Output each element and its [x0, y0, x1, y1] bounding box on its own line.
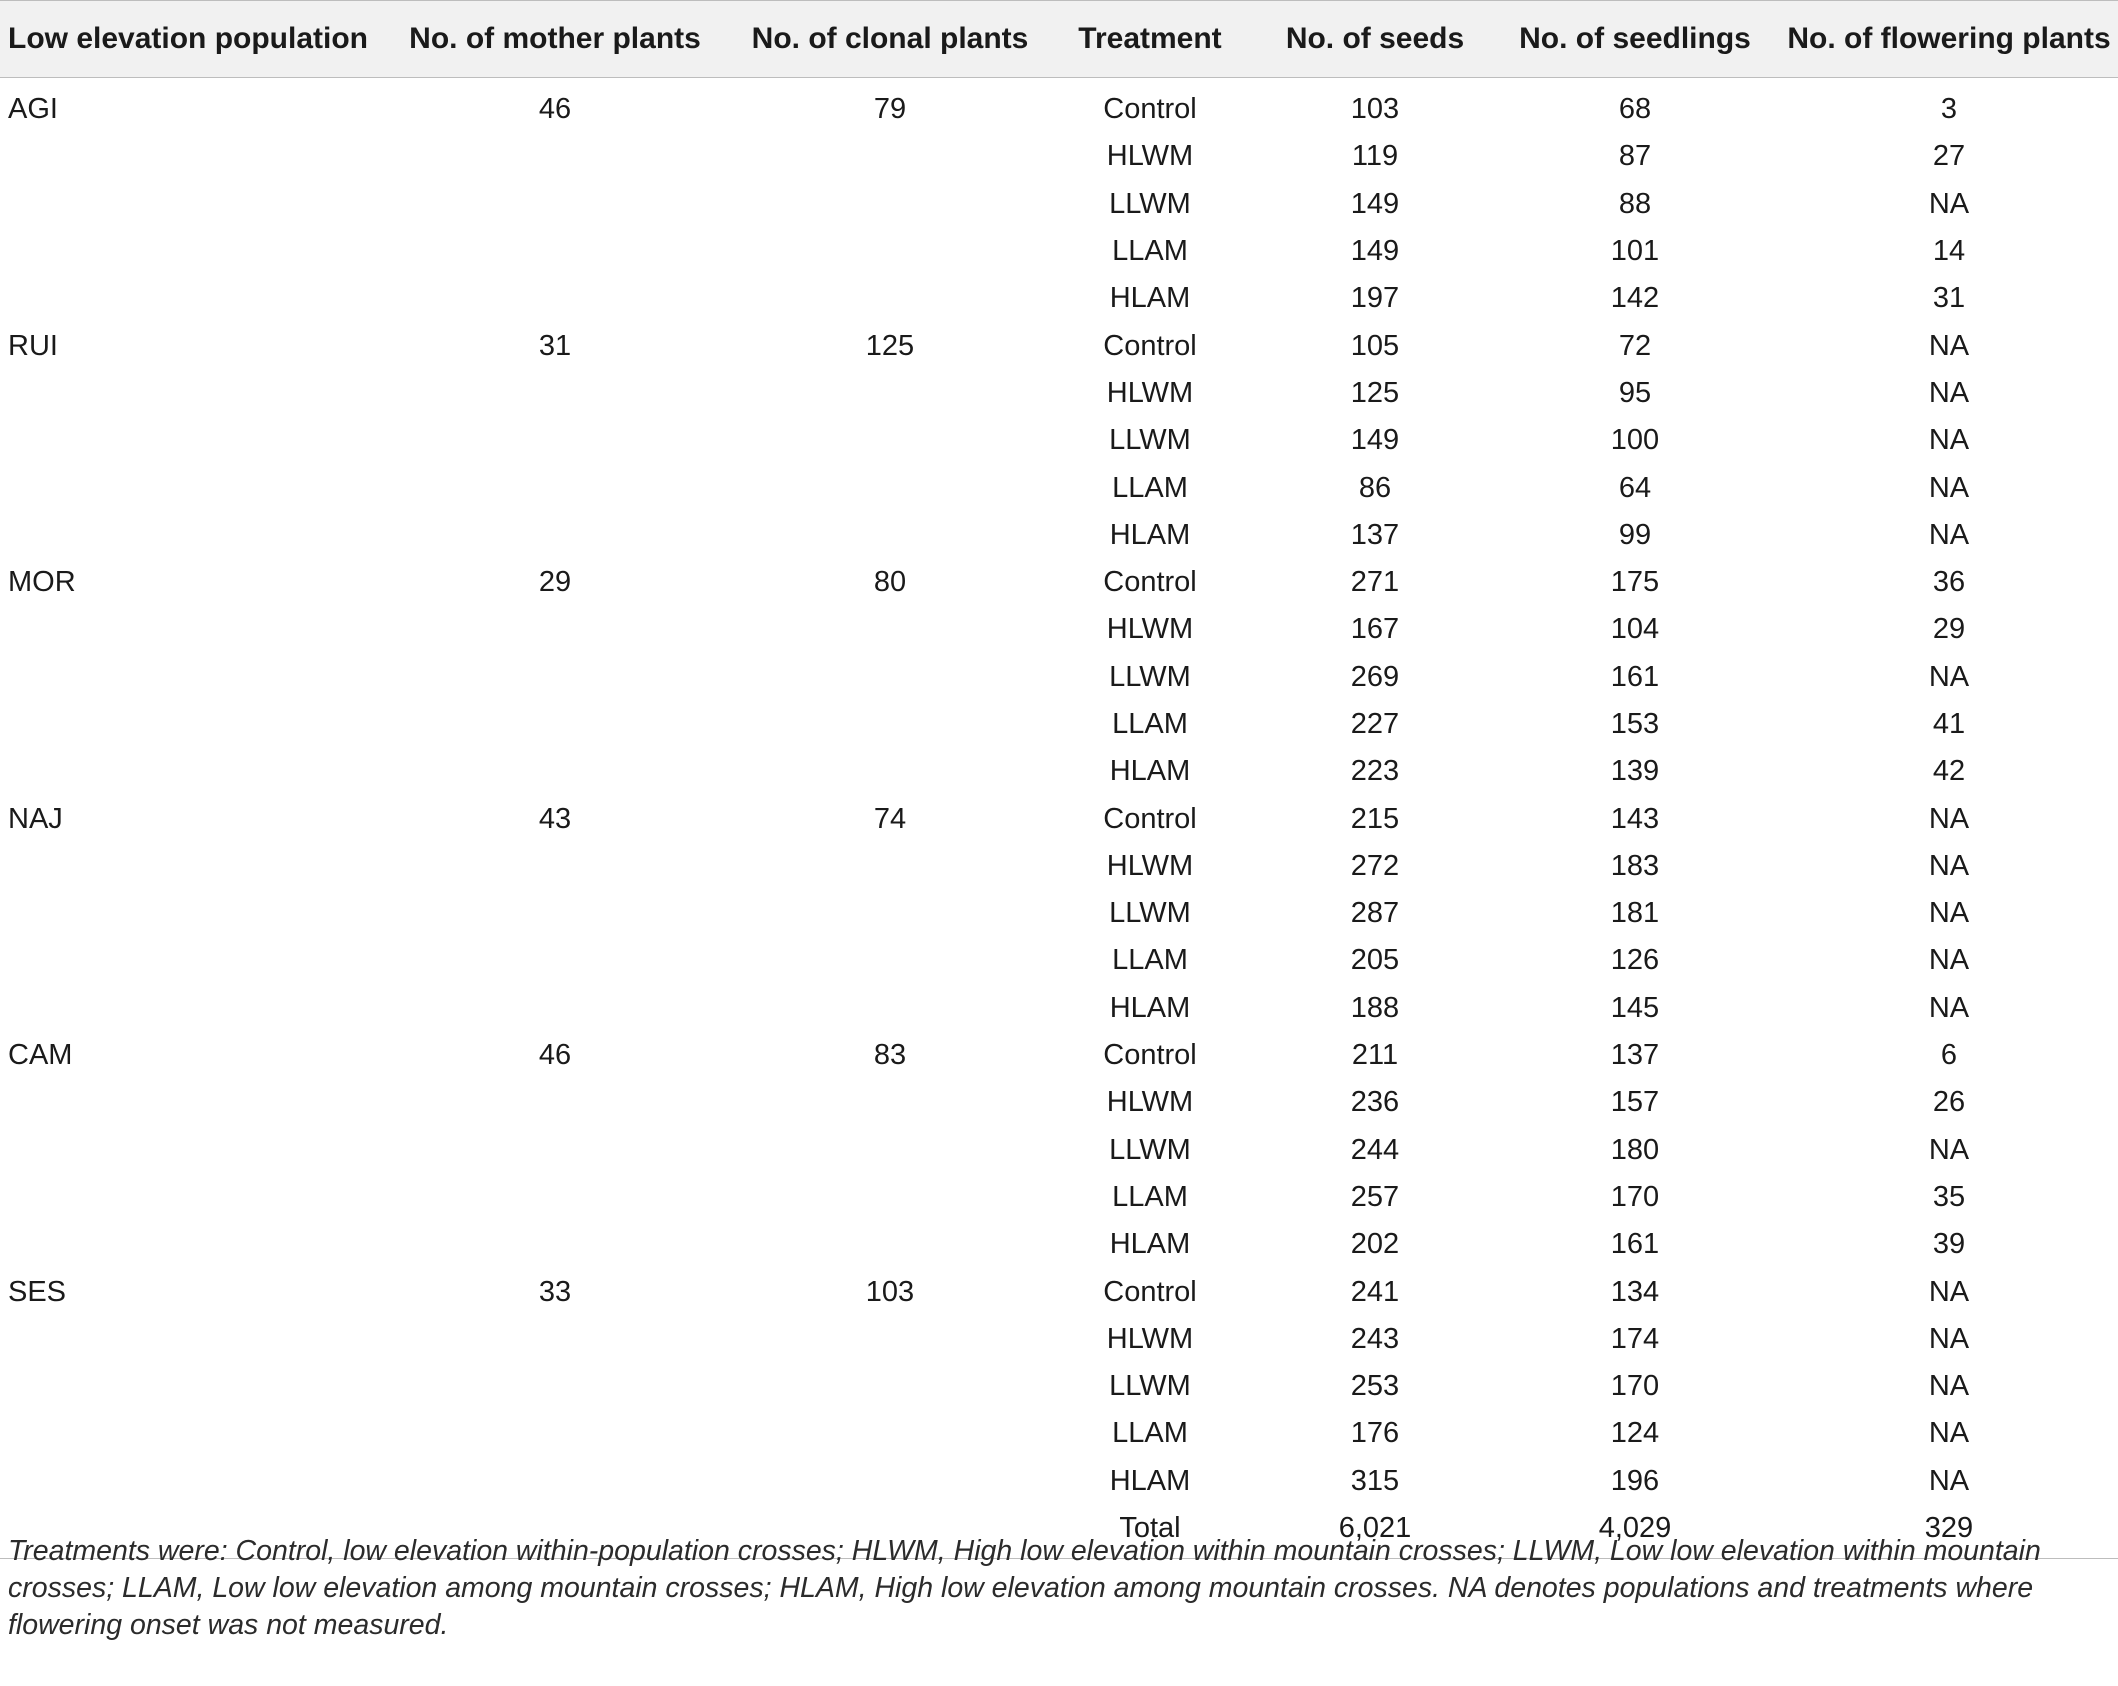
cell-treatment: LLAM [1112, 471, 1188, 504]
cell-flowering-plants: 6 [1940, 1039, 1958, 1072]
cell-mother-plants [370, 1174, 740, 1221]
cell-flowering-plants: 329 [1780, 1505, 2118, 1559]
cell-clonal-plants [740, 512, 1040, 559]
cell-clonal-plants [740, 748, 1040, 795]
cell-mother-plants [370, 937, 740, 984]
cell-flowering-plants: NA [1928, 802, 1970, 835]
cell-seeds: 257 [1350, 1180, 1400, 1213]
cell-flowering-plants: NA [1928, 1370, 1970, 1403]
cell-seeds: 223 [1350, 755, 1400, 788]
cell-seeds: 215 [1350, 802, 1400, 835]
cell-mother-plants [370, 133, 740, 180]
cell-population [0, 1410, 370, 1457]
cell-treatment: HLAM [1109, 755, 1191, 788]
cell-seeds: 6,021 [1260, 1505, 1490, 1559]
cell-seedlings: 180 [1610, 1133, 1660, 1166]
cell-seeds: 202 [1350, 1228, 1400, 1261]
cell-flowering-plants: NA [1928, 944, 1970, 977]
cell-mother-plants [370, 417, 740, 464]
cell-seedlings: 68 [1618, 93, 1652, 126]
cell-population [0, 1174, 370, 1221]
cell-seedlings: 134 [1610, 1275, 1660, 1308]
cell-mother-plants [370, 181, 740, 228]
cell-seedlings: 139 [1610, 755, 1660, 788]
cell-seeds: 287 [1350, 897, 1400, 930]
cell-clonal-plants [740, 370, 1040, 417]
cell-treatment: LLWM [1109, 897, 1191, 930]
cell-seedlings: 153 [1610, 708, 1660, 740]
table-row [0, 606, 2118, 653]
cell-mother-plants [370, 1221, 740, 1268]
table-body [0, 78, 2118, 1559]
cell-seeds: 315 [1350, 1464, 1400, 1497]
cell-seeds: 167 [1350, 613, 1400, 646]
cell-mother-plants [370, 1127, 740, 1174]
cell-population [0, 937, 370, 984]
cell-clonal-plants: 74 [873, 802, 907, 835]
cell-seedlings: 99 [1618, 518, 1652, 551]
cell-population: SES [8, 1275, 67, 1308]
cell-mother-plants [370, 701, 740, 748]
cell-treatment: LLAM [1112, 1417, 1188, 1450]
cell-treatment: HLWM [1106, 849, 1194, 882]
table-row [0, 1458, 2118, 1505]
cell-population [0, 748, 370, 795]
cell-clonal-plants [740, 701, 1040, 748]
cell-seedlings: 196 [1610, 1464, 1660, 1497]
cell-clonal-plants [740, 181, 1040, 228]
cell-seeds: 149 [1350, 424, 1400, 457]
cell-seedlings: 124 [1610, 1417, 1660, 1450]
header-flowering-plants: No. of flowering plants [1780, 1, 2118, 78]
cell-population [0, 464, 370, 511]
header-population: Low elevation population [0, 1, 370, 78]
cell-clonal-plants: 79 [873, 93, 907, 126]
cell-treatment: Control [1103, 329, 1197, 362]
cell-population [0, 606, 370, 653]
cell-seeds: 125 [1350, 376, 1400, 409]
cell-seedlings: 161 [1610, 660, 1660, 693]
cell-treatment: LLAM [1112, 1180, 1188, 1213]
cell-seedlings: 142 [1610, 282, 1660, 315]
cell-flowering-plants: 14 [1932, 235, 1966, 268]
table-row [0, 1410, 2118, 1457]
cell-mother-plants [370, 890, 740, 937]
cell-mother-plants [370, 1316, 740, 1363]
cell-population [0, 370, 370, 417]
table-row [0, 1316, 2118, 1363]
cell-seedlings: 104 [1610, 613, 1660, 646]
cell-seeds: 241 [1350, 1275, 1400, 1308]
cell-clonal-plants: 83 [873, 1039, 907, 1072]
cell-population [0, 181, 370, 228]
cell-population [0, 133, 370, 180]
cell-population [0, 275, 370, 322]
cell-flowering-plants: 42 [1932, 755, 1966, 788]
cell-population: RUI [8, 329, 58, 362]
table-row [0, 1079, 2118, 1126]
table-row [0, 1174, 2118, 1221]
cell-mother-plants: 46 [538, 93, 572, 126]
cell-seedlings: 4,029 [1490, 1505, 1780, 1559]
cell-population [0, 1127, 370, 1174]
cell-seeds: 272 [1350, 849, 1400, 882]
table-row [0, 275, 2118, 322]
cell-clonal-plants: 103 [865, 1275, 915, 1308]
cell-treatment: HLWM [1106, 1086, 1194, 1119]
cell-clonal-plants [740, 1174, 1040, 1221]
table-row [0, 133, 2118, 180]
header-mother-plants: No. of mother plants [370, 1, 740, 78]
table-row [0, 1363, 2118, 1410]
cell-seedlings: 72 [1618, 329, 1652, 362]
cell-flowering-plants: NA [1928, 1464, 1970, 1497]
table-row [0, 512, 2118, 559]
cell-treatment: HLAM [1109, 1228, 1191, 1261]
cell-mother-plants: 33 [538, 1275, 572, 1308]
cell-seeds: 119 [1351, 140, 1399, 173]
cell-clonal-plants [740, 417, 1040, 464]
cell-seedlings: 170 [1610, 1370, 1660, 1403]
cell-clonal-plants [740, 606, 1040, 653]
cell-seedlings: 100 [1610, 424, 1660, 457]
cell-flowering-plants: NA [1928, 897, 1970, 930]
cell-mother-plants [370, 748, 740, 795]
cell-seeds: 188 [1350, 991, 1400, 1024]
cell-treatment: HLWM [1106, 376, 1194, 409]
cell-flowering-plants: NA [1928, 1275, 1970, 1308]
cell-mother-plants: 29 [538, 566, 572, 599]
cell-clonal-plants [740, 1127, 1040, 1174]
cell-seeds: 176 [1350, 1417, 1400, 1450]
header-seeds: No. of seeds [1260, 1, 1490, 78]
table-row [0, 1127, 2118, 1174]
cell-seedlings: 87 [1618, 140, 1652, 173]
cell-flowering-plants: 3 [1940, 93, 1958, 126]
cell-treatment: LLWM [1109, 187, 1191, 220]
cell-treatment: HLAM [1109, 1464, 1191, 1497]
cell-population [0, 701, 370, 748]
cell-flowering-plants: NA [1928, 471, 1970, 504]
cell-clonal-plants [740, 1458, 1040, 1505]
table-header [0, 1, 2118, 78]
table-row [0, 937, 2118, 984]
cell-seeds: 227 [1350, 708, 1400, 740]
cell-seeds: 103 [1350, 93, 1400, 126]
cell-mother-plants [370, 1410, 740, 1457]
cell-treatment: HLWM [1106, 140, 1194, 173]
header-row [0, 1, 2118, 78]
cell-seeds: 244 [1350, 1133, 1400, 1166]
table-row [0, 1032, 2118, 1079]
cell-flowering-plants: NA [1928, 187, 1970, 220]
cell-flowering-plants: 31 [1932, 282, 1966, 315]
cell-flowering-plants: 27 [1932, 140, 1966, 173]
cell-seeds: 205 [1350, 944, 1400, 977]
cell-treatment: HLAM [1109, 518, 1191, 551]
cell-seedlings: 161 [1610, 1228, 1660, 1261]
cell-clonal-plants [740, 985, 1040, 1032]
cell-seedlings: 88 [1618, 187, 1652, 220]
table-row [0, 748, 2118, 795]
cell-clonal-plants: 80 [873, 566, 907, 599]
cell-flowering-plants: NA [1928, 660, 1970, 693]
cell-flowering-plants: 26 [1932, 1086, 1966, 1119]
cell-seeds: 269 [1350, 660, 1400, 693]
cell-mother-plants [370, 654, 740, 701]
header-seedlings: No. of seedlings [1490, 1, 1780, 78]
cell-seeds: 137 [1350, 518, 1400, 551]
cell-treatment: HLWM [1106, 613, 1194, 646]
cell-population [0, 1079, 370, 1126]
cell-seeds: 243 [1350, 1322, 1400, 1355]
cell-treatment: HLAM [1109, 991, 1191, 1024]
cell-treatment: LLAM [1112, 944, 1188, 977]
cell-treatment: LLWM [1109, 1370, 1191, 1403]
cell-clonal-plants [740, 843, 1040, 890]
cell-flowering-plants: 36 [1932, 566, 1966, 599]
cell-treatment: LLAM [1112, 708, 1188, 740]
cell-treatment: Control [1103, 1275, 1197, 1308]
cell-seedlings: 157 [1610, 1086, 1660, 1119]
cell-population [0, 1316, 370, 1363]
cell-clonal-plants [740, 890, 1040, 937]
table-row [0, 228, 2118, 275]
cell-flowering-plants: NA [1928, 1417, 1970, 1450]
cell-mother-plants: 31 [538, 329, 572, 362]
cell-seedlings: 143 [1610, 802, 1660, 835]
cell-seeds: 149 [1350, 235, 1400, 268]
cell-flowering-plants: 41 [1932, 708, 1966, 740]
cell-seedlings: 64 [1618, 471, 1652, 504]
cell-flowering-plants: NA [1928, 518, 1970, 551]
cell-clonal-plants: 125 [865, 329, 915, 362]
cell-mother-plants [370, 512, 740, 559]
cell-clonal-plants [740, 228, 1040, 275]
cell-population [0, 1458, 370, 1505]
cell-mother-plants [370, 464, 740, 511]
cell-seeds: 105 [1350, 329, 1400, 362]
cell-clonal-plants [740, 1363, 1040, 1410]
table-row [0, 985, 2118, 1032]
cell-population [0, 890, 370, 937]
cell-mother-plants [370, 606, 740, 653]
cell-treatment: Control [1103, 566, 1197, 599]
table-row [0, 795, 2118, 842]
cell-mother-plants: 43 [538, 802, 572, 835]
table-row [0, 78, 2118, 134]
cell-treatment: HLWM [1106, 1322, 1194, 1355]
cell-population [0, 1221, 370, 1268]
cell-population: AGI [8, 93, 58, 126]
cell-flowering-plants: NA [1928, 991, 1970, 1024]
table-row [0, 654, 2118, 701]
cell-seedlings: 137 [1610, 1039, 1660, 1072]
cell-mother-plants [370, 1079, 740, 1126]
cell-clonal-plants [740, 654, 1040, 701]
cell-mother-plants: 46 [538, 1039, 572, 1072]
cell-clonal-plants [740, 1221, 1040, 1268]
cell-flowering-plants: NA [1928, 424, 1970, 457]
cell-population [0, 843, 370, 890]
cell-mother-plants [370, 275, 740, 322]
cell-treatment: Control [1103, 802, 1197, 835]
cell-mother-plants [370, 985, 740, 1032]
table-row [0, 701, 2118, 748]
cell-seedlings: 175 [1610, 566, 1660, 599]
cell-clonal-plants [740, 275, 1040, 322]
cell-mother-plants [370, 228, 740, 275]
cell-seedlings: 126 [1610, 944, 1660, 977]
cell-seedlings: 181 [1610, 897, 1660, 930]
cell-treatment: LLWM [1109, 1133, 1191, 1166]
cell-seeds: 197 [1350, 282, 1400, 315]
cell-flowering-plants: NA [1928, 1133, 1970, 1166]
cell-flowering-plants: 35 [1932, 1180, 1966, 1213]
cell-seeds: 86 [1358, 471, 1392, 504]
cell-population [0, 228, 370, 275]
table-row [0, 417, 2118, 464]
cell-population [0, 417, 370, 464]
cell-flowering-plants: NA [1928, 329, 1970, 362]
cell-treatment: Control [1103, 1039, 1197, 1072]
table-row [0, 370, 2118, 417]
cell-population [0, 985, 370, 1032]
cell-seeds: 149 [1350, 187, 1400, 220]
table-row [0, 464, 2118, 511]
cell-treatment: Total [1040, 1505, 1260, 1559]
cell-seeds: 236 [1350, 1086, 1400, 1119]
cell-clonal-plants [740, 1316, 1040, 1363]
cell-clonal-plants [740, 464, 1040, 511]
table-footnote: Treatments were: Control, low elevation within-population crosses; HLWM, High low elevation within mountain crosses; LLWM, Low low elevation within mountain crosses; LLAM, Low low elevation among mountain crosses; HLAM, High low elevation among mountain crosses. NA denotes populations and treatments where flowering onset was not measured. [8, 1535, 2041, 1641]
cell-mother-plants [370, 1363, 740, 1410]
cell-population: NAJ [8, 802, 63, 835]
cell-flowering-plants: NA [1928, 1322, 1970, 1355]
cell-population [0, 1363, 370, 1410]
table-row [0, 843, 2118, 890]
cell-flowering-plants: 39 [1932, 1228, 1966, 1261]
cell-mother-plants [370, 1458, 740, 1505]
cell-seedlings: 170 [1610, 1180, 1660, 1213]
cell-mother-plants [370, 370, 740, 417]
cell-treatment: Control [1103, 93, 1197, 126]
cell-flowering-plants: NA [1928, 849, 1970, 882]
cell-flowering-plants: 29 [1932, 613, 1966, 646]
cell-seeds: 211 [1351, 1039, 1399, 1072]
cell-population: CAM [8, 1039, 73, 1072]
cell-seeds: 271 [1350, 566, 1400, 599]
table-row [0, 1221, 2118, 1268]
cell-mother-plants [370, 843, 740, 890]
cell-clonal-plants [740, 1079, 1040, 1126]
header-treatment: Treatment [1040, 1, 1260, 78]
cell-seeds: 253 [1350, 1370, 1400, 1403]
header-clonal-plants: No. of clonal plants [740, 1, 1040, 78]
cell-seedlings: 145 [1610, 991, 1660, 1024]
table-row [0, 322, 2118, 369]
cell-treatment: HLAM [1109, 282, 1191, 315]
cell-seedlings: 183 [1610, 849, 1660, 882]
table-row [0, 1268, 2118, 1315]
cell-treatment: LLWM [1109, 424, 1191, 457]
cell-clonal-plants [740, 1410, 1040, 1457]
cell-clonal-plants [740, 937, 1040, 984]
cell-clonal-plants [740, 133, 1040, 180]
cell-seedlings: 174 [1610, 1322, 1660, 1355]
cell-population [0, 654, 370, 701]
cell-treatment: LLWM [1109, 660, 1191, 693]
table-row [0, 559, 2118, 606]
cell-flowering-plants: NA [1928, 376, 1970, 409]
table-row [0, 181, 2118, 228]
cell-seedlings: 95 [1618, 376, 1652, 409]
cell-treatment: LLAM [1112, 235, 1188, 268]
cell-population [0, 512, 370, 559]
cell-seedlings: 101 [1610, 235, 1660, 268]
table-row [0, 890, 2118, 937]
cell-population: MOR [8, 566, 76, 599]
